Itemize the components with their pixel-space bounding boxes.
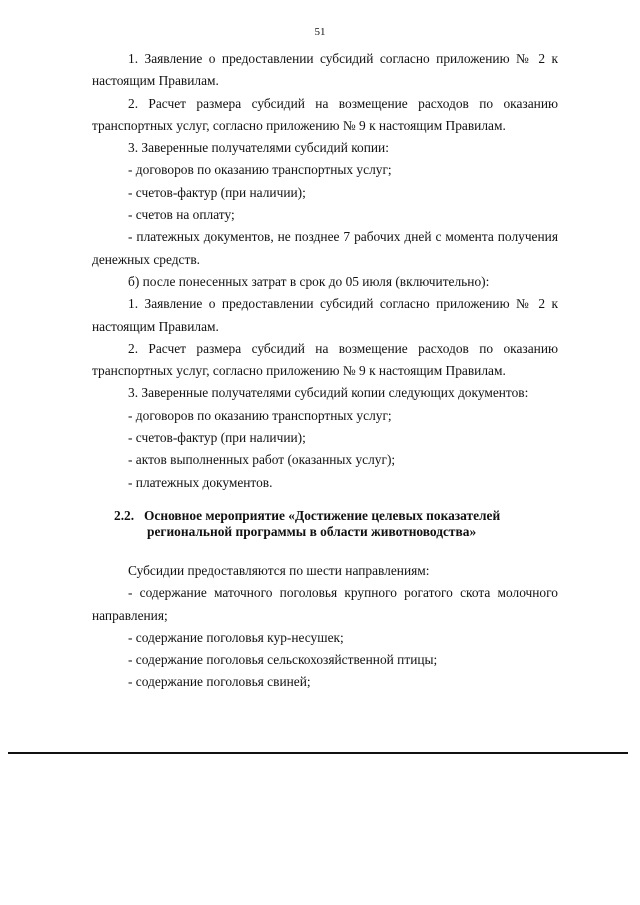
list-item: - договоров по оказанию транспортных услуг; [128,407,392,423]
list-item: - содержание поголовья сельскохозяйственной птицы; [128,652,438,668]
paragraph: 1. Заявление о предоставлении субсидий согласно приложению № 2 к настоящим Правилам. [92,51,558,89]
document-body [92,48,558,694]
section-title-line-1: Основное мероприятие «Достижение целевых показателей [144,507,501,523]
list-item: - содержание поголовья свиней; [128,674,311,690]
paragraph: Субсидии предоставляются по шести направлениям: [128,562,430,578]
list-item: - счетов на оплату; [128,207,235,223]
page-number: 51 [314,26,326,38]
page-bottom-rule [8,752,628,754]
paragraph: 2. Расчет размера субсидий на возмещение расходов по оказанию транспортных услуг, согласно приложению № 9 к настоящим Правилам. [92,340,558,379]
paragraph: 2. Расчет размера субсидий на возмещение расходов по оказанию транспортных услуг, согласно приложению № 9 к настоящим Правилам. [92,95,558,133]
section-title-line-2: региональной программы в области животноводства» [147,523,477,539]
paragraph: 3. Заверенные получателями субсидий копии следующих документов: [128,385,529,401]
list-item: - содержание маточного поголовья крупного рогатого скота молочного направления; [92,585,558,623]
list-item: - счетов-фактур (при наличии); [128,184,306,200]
list-item: - платежных документов, не позднее 7 рабочих дней с момента получения денежных средств. [92,229,558,267]
list-item: - актов выполненных работ (оказанных услуг); [128,452,396,468]
paragraph: 1. Заявление о предоставлении субсидий согласно приложению № 2 к настоящим Правилам. [92,296,558,334]
list-item: - договоров по оказанию транспортных услуг; [128,162,392,178]
section-heading [92,508,558,540]
paragraph: 3. Заверенные получателями субсидий копии: [128,140,389,156]
list-item: - платежных документов. [128,474,273,490]
list-item: - счетов-фактур (при наличии); [128,430,306,446]
paragraph: б) после понесенных затрат в срок до 05 июля (включительно): [128,273,490,289]
list-item: - содержание поголовья кур-несушек; [128,629,344,645]
section-number: 2.2. [114,507,135,523]
